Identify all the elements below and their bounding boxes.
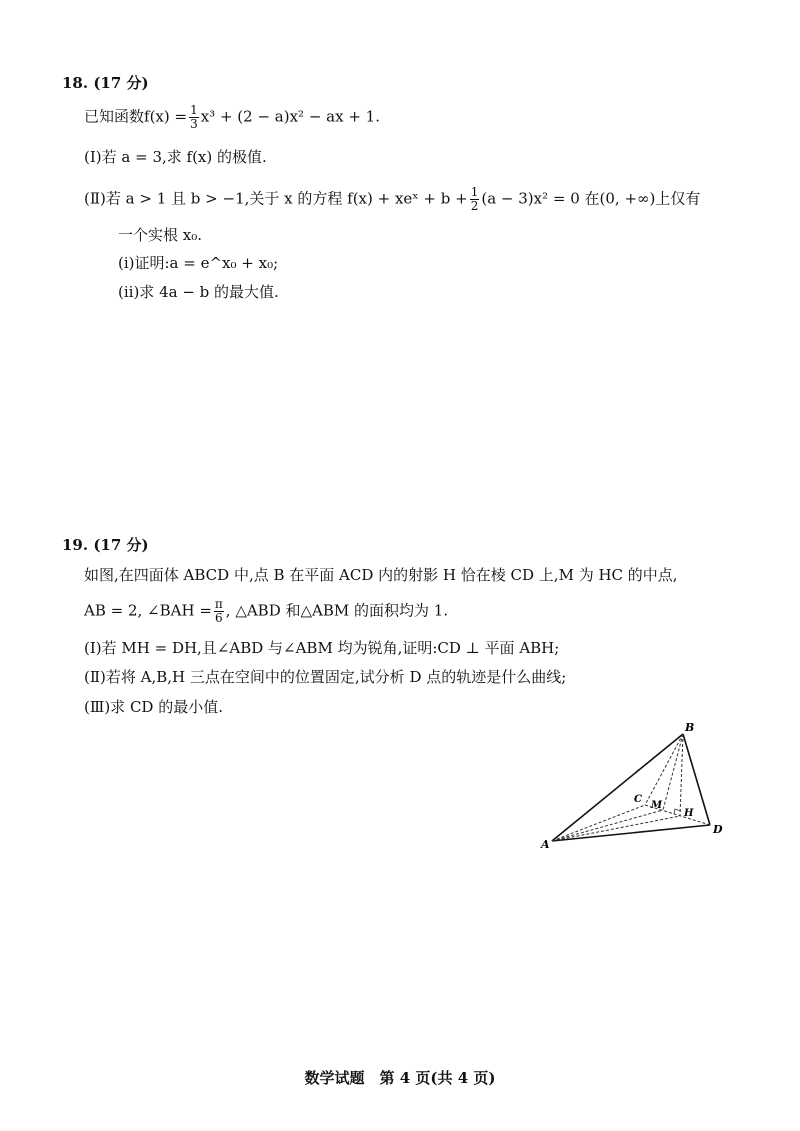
q18-part2-a: (Ⅱ)若 a > 1 且 b > −1,关于 x 的方程 f(x) + xeˣ + b +	[84, 189, 468, 208]
q19-stem2	[84, 598, 448, 625]
q18-stem	[84, 104, 380, 131]
q19-frac-num: π	[214, 597, 223, 611]
q18-frac-den: 3	[190, 117, 198, 131]
q18-frac-num: 1	[190, 103, 198, 117]
page-footer: 数学试题 第 4 页(共 4 页)	[304, 1069, 496, 1087]
q18-part2-c: 一个实根 x₀.	[118, 226, 203, 244]
q18-part2-frac-den: 2	[470, 199, 479, 213]
q18-stem-fraction	[189, 104, 199, 131]
q19-stem2-fraction	[214, 598, 224, 625]
q18-stem-rest: x³ + (2 − a)x² − ax + 1.	[200, 107, 380, 126]
edge-am	[552, 810, 663, 841]
label-a: A	[541, 838, 550, 851]
q19-stem1: 如图,在四面体 ABCD 中,点 B 在平面 ACD 内的射影 H 恰在棱 CD 上,M 为 HC 的中点,	[84, 566, 678, 584]
q18-stem-fx: f(x) =	[144, 107, 188, 126]
edge-ah	[552, 816, 680, 841]
edge-bm	[663, 734, 683, 810]
q18-stem-prefix: 已知函数	[84, 107, 145, 126]
q19-part2: (Ⅱ)若将 A,B,H 三点在空间中的位置固定,试分析 D 点的轨迹是什么曲线;	[84, 668, 567, 686]
edge-bc	[645, 734, 683, 805]
q18-part2-b: (a − 3)x² = 0 在(0, +∞)上仅有	[481, 189, 701, 208]
q18-sub-i: (ⅰ)证明:a = e^x₀ + x₀;	[118, 254, 279, 272]
edge-bh	[680, 734, 683, 816]
q18-sub-ii: (ⅱ)求 4a − b 的最大值.	[118, 283, 279, 301]
q19-stem2-b: , △ABD 和△ABM 的面积均为 1.	[225, 601, 449, 620]
q19-header: 19. (17 分)	[62, 536, 149, 554]
q19-part1: (Ⅰ)若 MH = DH,且∠ABD 与∠ABM 均为锐角,证明:CD ⊥ 平面 ABH;	[84, 639, 560, 657]
edge-ad	[552, 825, 710, 841]
q18-part1: (Ⅰ)若 a = 3,求 f(x) 的极值.	[84, 148, 267, 166]
q18-part2	[84, 186, 700, 213]
label-c: C	[634, 794, 642, 805]
edge-ab	[552, 734, 683, 841]
q19-part3: (Ⅲ)求 CD 的最小值.	[84, 698, 223, 716]
label-h: H	[684, 808, 694, 819]
q19-frac-den: 6	[215, 611, 223, 625]
label-m: M	[651, 800, 663, 811]
tetrahedron-figure	[535, 720, 735, 855]
q19-stem2-a: AB = 2, ∠BAH =	[84, 601, 212, 620]
label-d: D	[713, 823, 723, 836]
q18-header: 18. (17 分)	[62, 74, 149, 92]
q18-part2-fraction	[470, 186, 480, 213]
label-b: B	[685, 721, 695, 734]
q18-part2-frac-num: 1	[470, 185, 479, 199]
